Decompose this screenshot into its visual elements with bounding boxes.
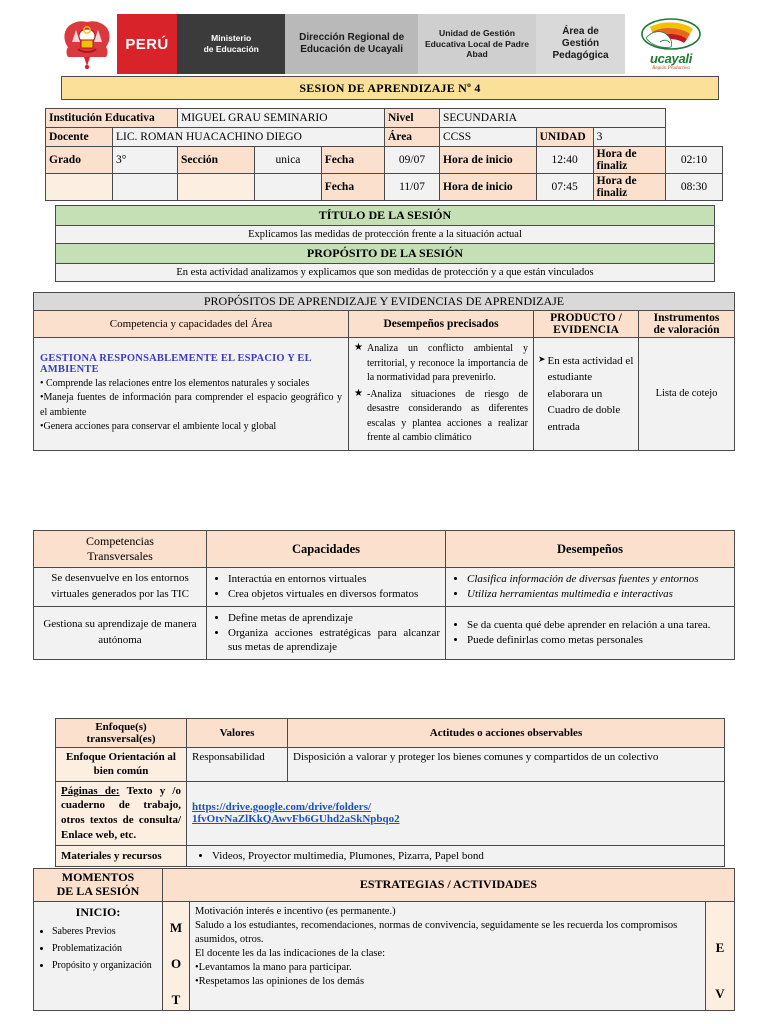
- competencias-transversales-table: [33, 530, 735, 660]
- grado-value: 3°: [113, 147, 178, 174]
- col-enfoque-header: [56, 719, 187, 748]
- momentos-inicio-cell: [34, 901, 163, 1010]
- ucayali-region-logo: [625, 14, 717, 74]
- transv-desempenos-0: [446, 568, 735, 607]
- link-cell: [187, 781, 725, 845]
- table-row: [34, 293, 735, 311]
- transv-capacidades-1: [207, 606, 446, 659]
- desempeno-text-1: -Analiza situaciones de riesgo de desastre considerando as diferentes escalas y plantea acciones a realizar frente al cambio climático: [366, 388, 528, 443]
- list-item: • Crea objetos virtuales en diversos formatos: [228, 587, 440, 601]
- col-momentos-line1: MOMENTOS: [61, 870, 135, 884]
- table-row: [34, 901, 735, 1010]
- ucayali-emblem-icon: [640, 18, 702, 52]
- propositos-aprendizaje-table: [33, 292, 735, 451]
- propositos-title: PROPÓSITOS DE APRENDIZAJE Y EVIDENCIAS DE APRENDIZAJE: [34, 293, 735, 311]
- star-icon: ★: [354, 342, 363, 353]
- grado-label: Grado: [46, 147, 113, 174]
- area-line1: Área de: [562, 26, 599, 37]
- docente-value: LIC. ROMAN HUACACHINO DIEGO: [113, 128, 385, 147]
- enfoques-transversales-wrapper: [55, 718, 725, 867]
- momentos-sesion-table: [33, 868, 735, 1011]
- proposito-sesion-header: PROPÓSITO DE LA SESIÓN: [56, 244, 715, 264]
- capacidad-item-2: •Genera acciones para conservar el ambiente local y global: [40, 421, 277, 433]
- table-row: [56, 226, 715, 244]
- hora-finaliz-value-1: 02:10: [666, 147, 723, 174]
- paginas-label-cell: [56, 781, 187, 845]
- fecha-value-2: 11/07: [385, 174, 440, 201]
- hora-inicio-label-2: Hora de inicio: [440, 174, 537, 201]
- nivel-label: Nivel: [385, 109, 440, 128]
- hora-inicio-value-1: 12:40: [536, 147, 593, 174]
- list-item: • Puede definirlas como metas personales: [467, 633, 729, 647]
- empty-cell-1: [46, 174, 113, 201]
- table-row: [34, 869, 735, 902]
- ucayali-wordmark: ucayali: [650, 50, 693, 66]
- desempenos-cell: [349, 338, 534, 451]
- transv-competencia-0: Se desenvuelve en los entornos virtuales generados por las TIC: [34, 568, 207, 607]
- hora-inicio-value-2: 07:45: [536, 174, 593, 201]
- momentos-sesion-wrapper: [33, 868, 735, 1011]
- ministerio-educacion-block: [177, 14, 285, 74]
- table-row: [46, 174, 723, 201]
- transv-desempenos-1: [446, 606, 735, 659]
- actitud-value: Disposición a valorar y proteger los bienes comunes y compartidos de un colectivo: [288, 748, 725, 782]
- hora-finaliz-value-2: 08:30: [666, 174, 723, 201]
- empty-cell-4: [255, 174, 321, 201]
- proposito-sesion-body: En esta actividad analizamos y explicamos que son medidas de protección y a que están vinculados: [56, 264, 715, 282]
- empty-cell-3: [178, 174, 255, 201]
- peru-coat-of-arms-icon: [57, 14, 117, 74]
- arrow-bullet-icon: ➤: [538, 353, 546, 364]
- col-momentos-header: [34, 869, 163, 902]
- session-title-banner: SESION DE APRENDIZAJE Nº 4: [61, 76, 719, 100]
- table-row: [56, 845, 725, 866]
- inicio-label: INICIO:: [75, 904, 121, 919]
- actividades-cell: [190, 901, 706, 1010]
- list-item: • Utiliza herramientas multimedia e interactivas: [467, 587, 729, 601]
- col-competencias-header: [34, 531, 207, 568]
- table-row: [34, 311, 735, 338]
- vertical-letter-t: T: [171, 991, 181, 1007]
- drive-link-line2[interactable]: 1fvOtvNaZlKkQAwvFb6GUhd2aSkNpbqo2: [192, 813, 400, 826]
- unidad-value: 3: [593, 128, 665, 147]
- area-line2: Gestión: [561, 38, 600, 49]
- area-label: Área: [385, 128, 440, 147]
- area-gestion-pedagogica-block: [536, 14, 625, 74]
- seccion-label: Sección: [178, 147, 255, 174]
- competencias-transversales-wrapper: [33, 530, 735, 660]
- list-item: • Clasifica información de diversas fuentes y entornos: [467, 572, 729, 586]
- table-row: [46, 128, 723, 147]
- instrumento-cell: Lista de cotejo: [639, 338, 735, 451]
- actividad-line-1: Saludo a los estudiantes, recomendaciones, normas de convivencia, seguidamente se les recuerda los compromisos asumidos, otros.: [195, 919, 678, 945]
- table-row: [56, 264, 715, 282]
- transv-capacidades-0: [207, 568, 446, 607]
- ugel-line3: Abad: [466, 49, 488, 60]
- col-desempenos-transv-header: Desempeños: [446, 531, 735, 568]
- list-item: • Organiza acciones estratégicas para alcanzar sus metas de aprendizaje: [228, 626, 440, 655]
- actividad-line-0: Motivación interés e incentivo (es permanente.): [195, 905, 396, 917]
- table-row: [56, 781, 725, 845]
- enfoque-value: Enfoque Orientación al bien común: [56, 748, 187, 782]
- vertical-letter-v: V: [715, 985, 725, 1001]
- vertical-letters-left: [163, 901, 190, 1010]
- desempeno-row-0: [354, 342, 528, 386]
- list-item: • Problematización: [52, 943, 158, 954]
- table-row: [56, 244, 715, 264]
- docente-label: Docente: [46, 128, 113, 147]
- producto-text: En esta actividad el estudiante elaborara un Cuadro de doble entrada: [547, 354, 634, 433]
- capacidad-item-0: • Comprende las relaciones entre los elementos naturales y sociales: [40, 377, 310, 389]
- vertical-letter-m: M: [169, 919, 183, 935]
- capacidad-item-1: •Maneja fuentes de información para comprender el espacio geográfico y el ambiente: [40, 392, 342, 418]
- table-row: [56, 748, 725, 782]
- ministerio-line2: de Educación: [203, 44, 259, 54]
- col-competencias-line1: Competencias: [86, 534, 154, 548]
- nivel-value: SECUNDARIA: [440, 109, 666, 128]
- institucion-label: Institución Educativa: [46, 109, 178, 128]
- titulo-proposito-wrapper: [55, 205, 715, 282]
- col-capacidades-header: Capacidades: [207, 531, 446, 568]
- institutional-header: [57, 14, 717, 74]
- col-estrategias-header: ESTRATEGIAS / ACTIVIDADES: [163, 869, 735, 902]
- ucayali-tagline: Región Productiva: [652, 65, 690, 71]
- col-instrumentos-header: [639, 311, 735, 338]
- fecha-label-1: Fecha: [321, 147, 384, 174]
- titulo-sesion-body: Explicamos las medidas de protección frente a la situación actual: [56, 226, 715, 244]
- ugel-line1: Unidad de Gestión: [439, 27, 515, 38]
- list-item: • Saberes Previos: [52, 926, 158, 937]
- ministerio-line1: Ministerio: [211, 33, 252, 44]
- list-item: • Videos, Proyector multimedia, Plumones, Pizarra, Papel bond: [212, 849, 719, 863]
- list-item: • Se da cuenta qué debe aprender en relación a una tarea.: [467, 618, 729, 632]
- hora-inicio-label-1: Hora de inicio: [440, 147, 537, 174]
- col-enfoque-line1: Enfoque(s): [95, 721, 147, 733]
- valor-value: Responsabilidad: [187, 748, 288, 782]
- competencia-cell: [34, 338, 349, 451]
- col-momentos-line2: DE LA SESIÓN: [56, 883, 140, 898]
- producto-cell: [534, 338, 639, 451]
- unidad-label: UNIDAD: [536, 128, 593, 147]
- fecha-value-1: 09/07: [385, 147, 440, 174]
- col-competencia-header: Competencia y capacidades del Área: [34, 311, 349, 338]
- list-item: • Define metas de aprendizaje: [228, 611, 440, 625]
- col-producto-line2: EVIDENCIA: [553, 324, 619, 336]
- vertical-letters-right: [706, 901, 735, 1010]
- list-item: • Interactúa en entornos virtuales: [228, 572, 440, 586]
- table-row: [56, 206, 715, 226]
- paginas-label-underline: Páginas de:: [61, 784, 120, 797]
- titulo-sesion-header: TÍTULO DE LA SESIÓN: [56, 206, 715, 226]
- ugel-line2: Educativa Local de Padre: [424, 38, 530, 49]
- paginas-label-rest: Texto y /o cuaderno de trabajo, otros textos de consulta/ Enlace web, etc.: [61, 784, 181, 842]
- hora-finaliz-label-2: Hora de finaliz: [593, 174, 665, 201]
- table-row: [34, 606, 735, 659]
- vertical-letter-o: O: [170, 955, 182, 971]
- direccion-line1: Dirección Regional de: [299, 32, 405, 43]
- actividad-line-2: El docente les da las indicaciones de la clase:: [195, 948, 386, 960]
- table-row: [46, 147, 723, 174]
- session-info-table: [45, 108, 723, 201]
- competencia-titulo: GESTIONA RESPONSABLEMENTE EL ESPACIO Y EL AMBIENTE: [40, 352, 312, 375]
- col-instrumentos-line1: Instrumentos: [653, 312, 720, 324]
- seccion-value: unica: [255, 147, 321, 174]
- drive-link-line1[interactable]: https://drive.google.com/drive/folders/: [192, 801, 372, 814]
- table-row: [34, 531, 735, 568]
- propositos-aprendizaje-wrapper: [33, 292, 735, 451]
- desempeno-text-0: Analiza un conflicto ambiental y territorial, y reconoce la importancia de la normatividad para prevenirlo.: [366, 343, 528, 383]
- col-actitudes-header: Actitudes o acciones observables: [288, 719, 725, 748]
- enfoques-transversales-table: [55, 718, 725, 867]
- institucion-value: MIGUEL GRAU SEMINARIO: [178, 109, 385, 128]
- ugel-block: [418, 14, 536, 74]
- col-valores-header: Valores: [187, 719, 288, 748]
- actividad-line-3: •Levantamos la mano para participar.: [195, 962, 352, 974]
- vertical-letter-e: E: [715, 939, 725, 955]
- direccion-regional-block: [285, 14, 418, 74]
- col-producto-line1: PRODUCTO /: [550, 312, 622, 324]
- area-value: CCSS: [440, 128, 537, 147]
- direccion-line2: Educación de Ucayali: [300, 44, 404, 55]
- titulo-proposito-table: [55, 205, 715, 282]
- col-instrumentos-line2: de valoración: [653, 324, 720, 336]
- table-row: [56, 719, 725, 748]
- empty-cell-2: [113, 174, 178, 201]
- actividad-line-4: •Respetamos las opiniones de los demás: [195, 976, 365, 988]
- transv-competencia-1: Gestiona su aprendizaje de manera autónoma: [34, 606, 207, 659]
- desempeno-row-1: [354, 388, 528, 446]
- col-desempenos-header: Desempeños precisados: [349, 311, 534, 338]
- hora-finaliz-label-1: Hora de finaliz: [593, 147, 665, 174]
- peru-label: PERÚ: [117, 14, 177, 74]
- area-line3: Pedagógica: [552, 50, 609, 61]
- materiales-label: Materiales y recursos: [56, 845, 187, 866]
- materiales-cell: [187, 845, 725, 866]
- list-item: • Propósito y organización: [52, 960, 158, 971]
- col-producto-header: [534, 311, 639, 338]
- star-icon: ★: [354, 387, 363, 399]
- table-row: [34, 568, 735, 607]
- table-row: [46, 109, 723, 128]
- table-row: [34, 338, 735, 451]
- fecha-label-2: Fecha: [321, 174, 384, 201]
- col-competencias-line2: Transversales: [87, 549, 153, 563]
- session-info-table-wrapper: [45, 108, 723, 201]
- col-enfoque-line2: transversal(es): [86, 733, 156, 745]
